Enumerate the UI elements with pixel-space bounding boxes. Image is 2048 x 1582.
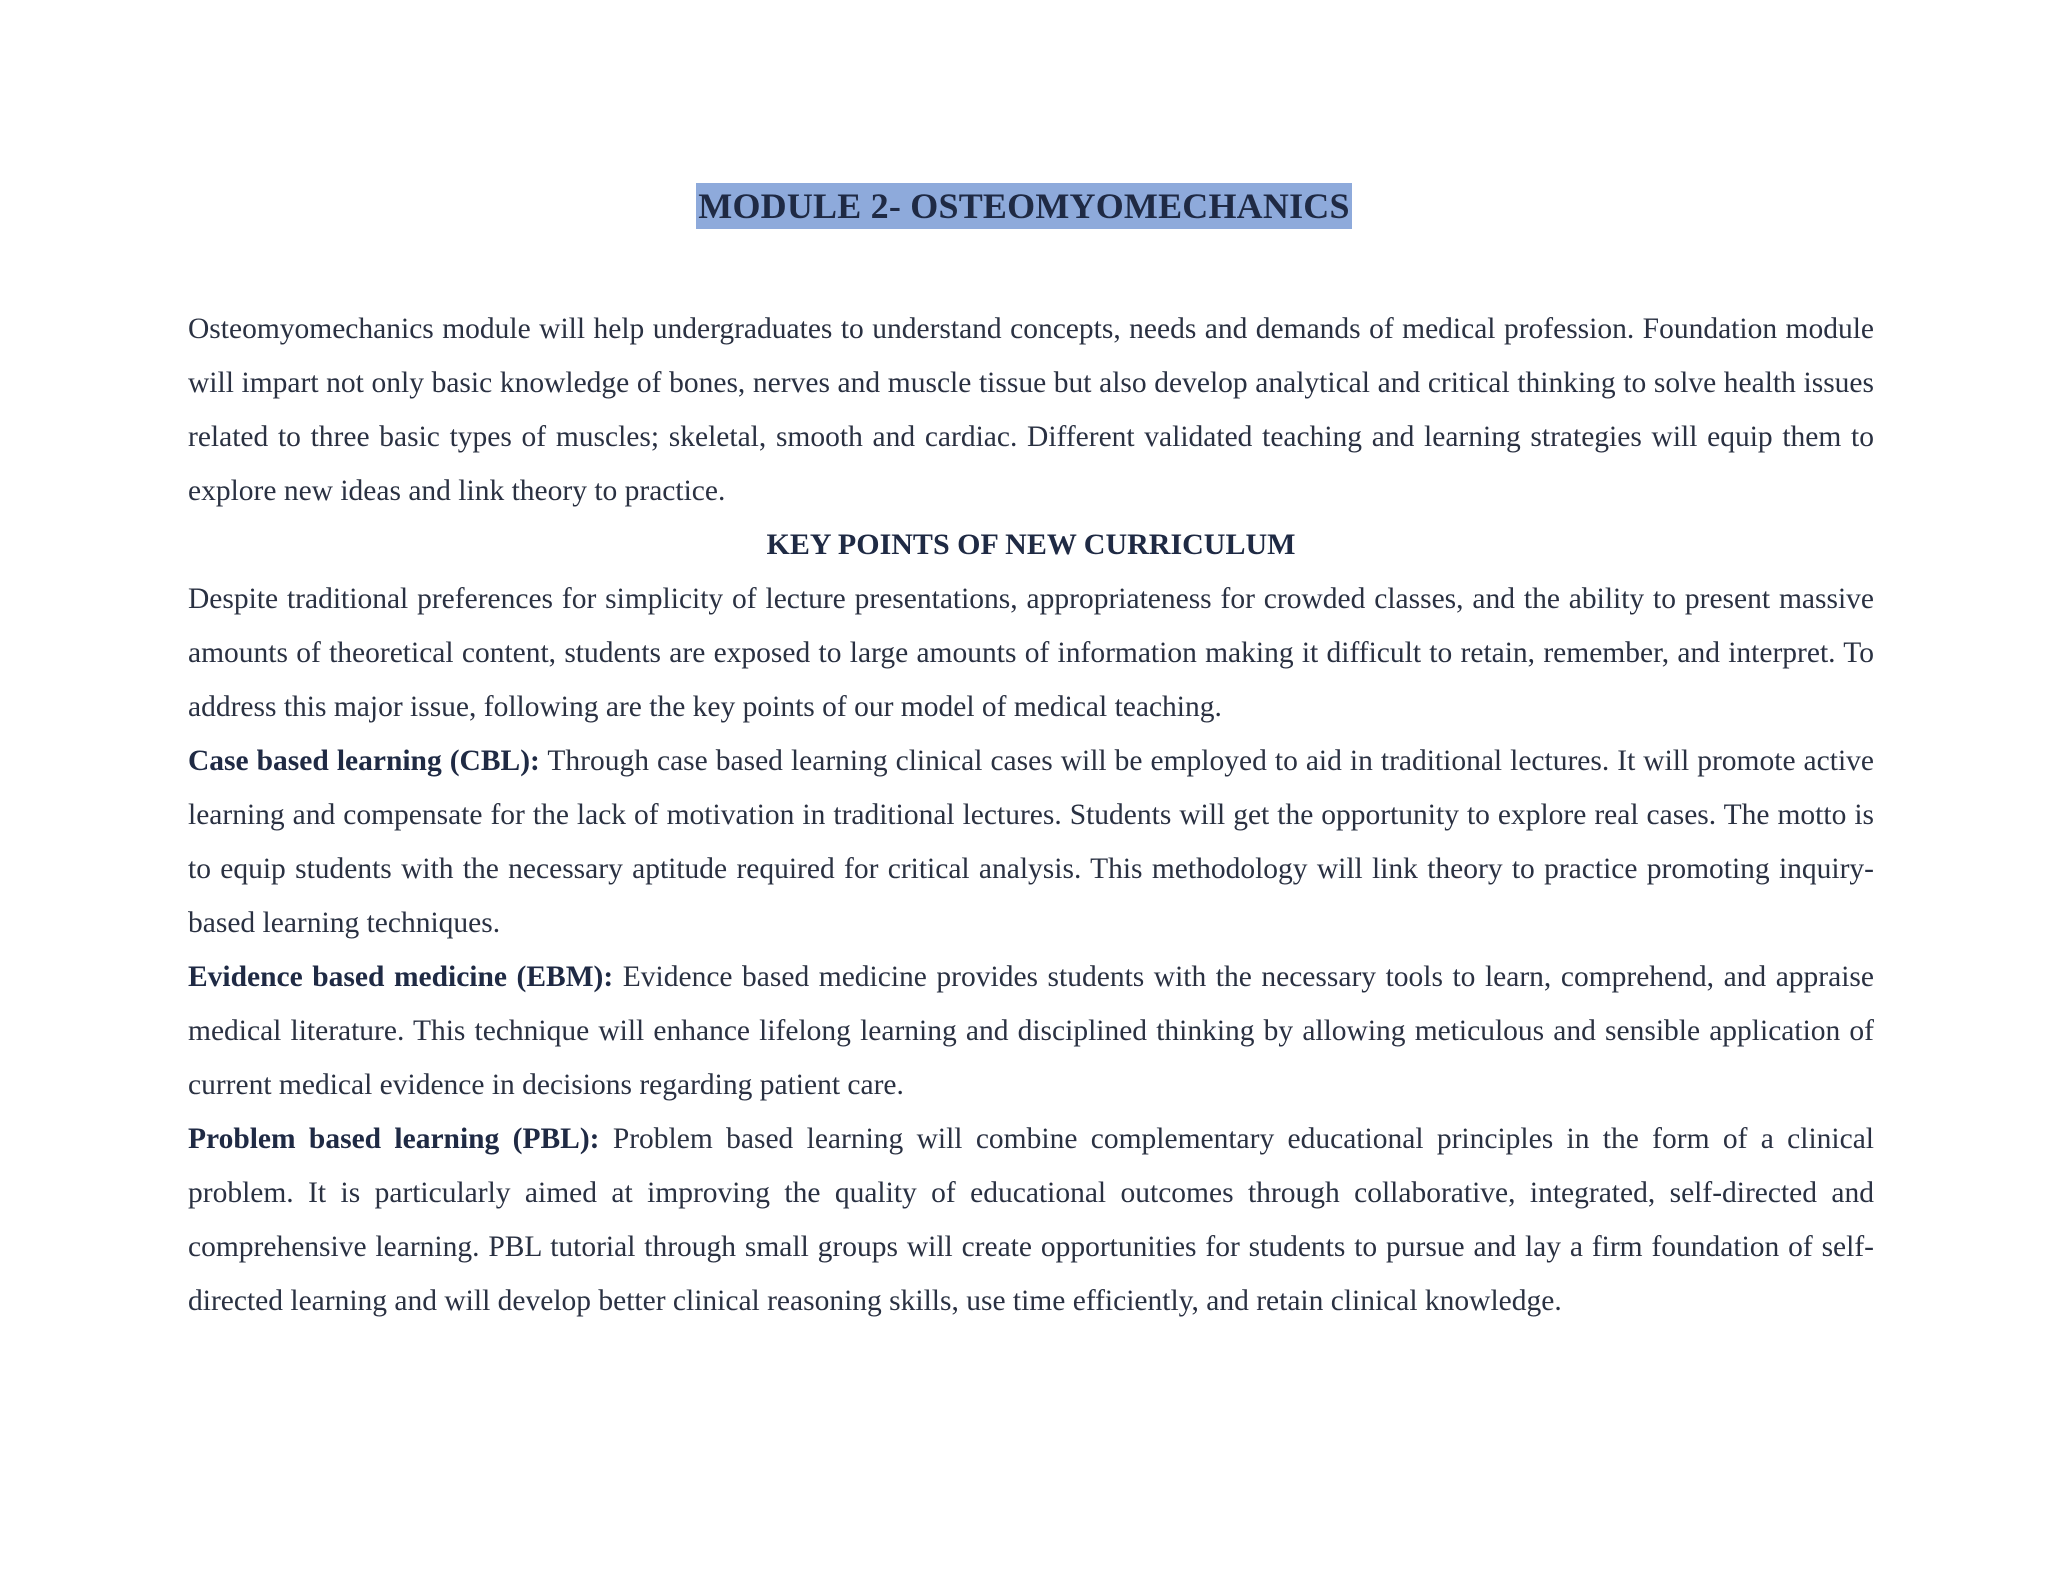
intro-paragraph: Osteomyomechanics module will help undergraduates to understand concepts, needs and demands of medical profession. Foundation module will impart not only basic knowledge of bones, nerves and muscle tissue but also develop analytical and critical thinking to solve health issues related to three basic types of muscles; skeletal, smooth and cardiac. Different validated teaching and learning strategies will equip them to explore new ideas and link theory to practice. bbox=[188, 313, 1874, 507]
ebm-paragraph bbox=[188, 950, 1874, 1112]
title-container bbox=[0, 183, 2048, 229]
pbl-description: Problem based learning will combine complementary educational principles in the form of a clinical problem. It is particularly aimed at improving the quality of educational outcomes through collaborative, integrated, self-directed and comprehensive learning. PBL tutorial through small groups will create opportunities for students to pursue and lay a firm foundation of self-directed learning and will develop better clinical reasoning skills, use time efficiently, and retain clinical knowledge. bbox=[188, 1123, 1874, 1317]
ebm-term: Evidence based medicine (EBM): bbox=[188, 961, 614, 993]
document-body bbox=[188, 302, 1874, 1328]
key-points-heading: KEY POINTS OF NEW CURRICULUM bbox=[766, 528, 1296, 561]
module-title: MODULE 2- OSTEOMYOMECHANICS bbox=[696, 183, 1351, 229]
cbl-paragraph bbox=[188, 734, 1874, 950]
key-points-intro-paragraph: Despite traditional preferences for simplicity of lecture presentations, appropriateness for crowded classes, and the ability to present massive amounts of theoretical content, students are exposed to large amounts of information making it difficult to retain, remember, and interpret. To address this major issue, following are the key points of our model of medical teaching. bbox=[188, 583, 1874, 723]
ebm-description: Evidence based medicine provides students with the necessary tools to learn, comprehend, and appraise medical literature. This technique will enhance lifelong learning and disciplined thinking by allowing meticulous and sensible application of current medical evidence in decisions regarding patient care. bbox=[188, 961, 1874, 1101]
cbl-term: Case based learning (CBL): bbox=[188, 745, 540, 777]
cbl-description: Through case based learning clinical cases will be employed to aid in traditional lectures. It will promote active learning and compensate for the lack of motivation in traditional lectures. Students will get the opportunity to explore real cases. The motto is to equip students with the necessary aptitude required for critical analysis. This methodology will link theory to practice promoting inquiry-based learning techniques. bbox=[188, 745, 1874, 939]
pbl-term: Problem based learning (PBL): bbox=[188, 1123, 600, 1155]
pbl-paragraph bbox=[188, 1112, 1874, 1328]
